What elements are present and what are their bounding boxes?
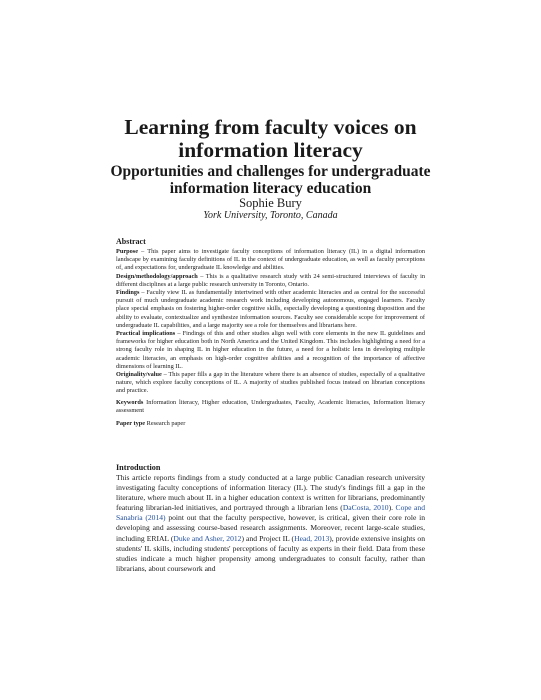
keywords-line: [116, 399, 425, 415]
intro-text-5: ), provide extensive insights on students' IL skills, including students' perceptions of faculty as experts in their field. Data from these studies indicate a much higher propensity among undergraduates to consult faculty, rather than librarians, about coursework and: [116, 533, 425, 573]
abstract-findings: [116, 289, 425, 330]
abstract-design: [116, 273, 425, 289]
keywords-label: Keywords: [116, 398, 144, 406]
abstract-purpose-text: – This paper aims to investigate faculty conceptions of information literacy (IL) in a digital information landscape by examining faculty definitions of IL in the context of undergraduate education, as well as faculty perceptions of, and expectations for, undergraduate IL knowledge and abilities.: [116, 248, 425, 272]
keywords-text: Information literacy, Higher education, Undergraduates, Faculty, Academic literacies, Information literacy assessment: [116, 398, 425, 414]
abstract-implications: [116, 330, 425, 371]
introduction-section: [116, 462, 425, 574]
abstract-originality-label: Originality/value: [116, 371, 162, 379]
paper-subtitle: Opportunities and challenges for undergraduate information literacy education: [110, 163, 431, 197]
abstract-purpose: [116, 248, 425, 273]
abstract-heading: Abstract: [116, 237, 146, 246]
abstract-implications-text: – Findings of this and other studies align well with core elements in the new IL guidelines and frameworks for higher education both in North America and the United Kingdom. This includes highlighting a need for a strong faculty role in shaping IL in higher education in the future, a need for a holistic lens in developing multiple academic literacies, an emphasis on high-order cognitive abilities and a recognition of the importance of affective dimensions of learning IL.: [116, 330, 425, 370]
paper-type-line: [116, 420, 425, 428]
paper-type-label: Paper type: [116, 420, 146, 428]
introduction-body: [116, 473, 425, 574]
abstract-purpose-label: Purpose: [116, 248, 139, 255]
abstract-implications-label: Practical implications: [116, 330, 176, 338]
citation-dacosta-2010[interactable]: DaCosta, 2010: [342, 503, 389, 513]
paper-title: Learning from faculty voices on information literacy: [124, 115, 417, 162]
abstract-block: [116, 236, 425, 428]
intro-text-1: This article reports findings from a study conducted at a large public Canadian research university investigating faculty conceptions of information literacy (IL). The study's findings fill a gap in the literature, where much about IL in a higher education context is written for librarians, predominantly featuring librarian-led initiatives, and portrayed through a librarian lens (: [116, 473, 425, 513]
abstract-findings-label: Findings: [116, 289, 140, 297]
abstract-design-text: – This is a qualitative research study with 24 semi-structured interviews of faculty in different disciplines at a large public research university in Toronto, Ontario.: [116, 272, 425, 288]
abstract-findings-text: – Faculty view IL as fundamentally intertwined with other academic literacies and as central for the successful pursuit of much undergraduate academic research work including developing autonomous, engaged learners. Faculty place special emphasis on fostering higher-order cognitive skills, especially developing a questioning disposition and the ability to evaluate, contextualize and synthesize information sources. Faculty see considerable scope for improvement of undergraduate IL capabilities, and a large majority see a role for themselves and librarians here.: [116, 289, 425, 329]
abstract-design-label: Design/methodology/approach: [116, 272, 198, 280]
citation-cope-sanabria-2014[interactable]: Cope and Sanabria (2014): [116, 503, 426, 523]
introduction-heading: Introduction: [116, 463, 161, 472]
author-name: Sophie Bury: [239, 196, 302, 210]
intro-text-3: point out that the faculty perspective, however, is critical, given their core role in developing and assessing course-based research assignments. Moreover, recent large-scale studies, including ERIAL (: [116, 513, 425, 543]
citation-head-2013[interactable]: Head, 2013: [294, 533, 330, 543]
intro-text-2: ).: [388, 503, 396, 513]
paper-type-text: Research paper: [145, 420, 186, 428]
citation-duke-asher-2012[interactable]: Duke and Asher, 2012: [173, 533, 242, 543]
author-affiliation: York University, Toronto, Canada: [203, 210, 338, 221]
abstract-originality: [116, 371, 425, 396]
intro-text-4: ) and Project IL (: [241, 533, 295, 543]
abstract-originality-text: – This paper fills a gap in the literature where there is an absence of studies, especially of a qualitative nature, which explore faculty conceptions of IL. A majority of studies published focus instead on librarian conceptions and practice.: [116, 371, 425, 395]
